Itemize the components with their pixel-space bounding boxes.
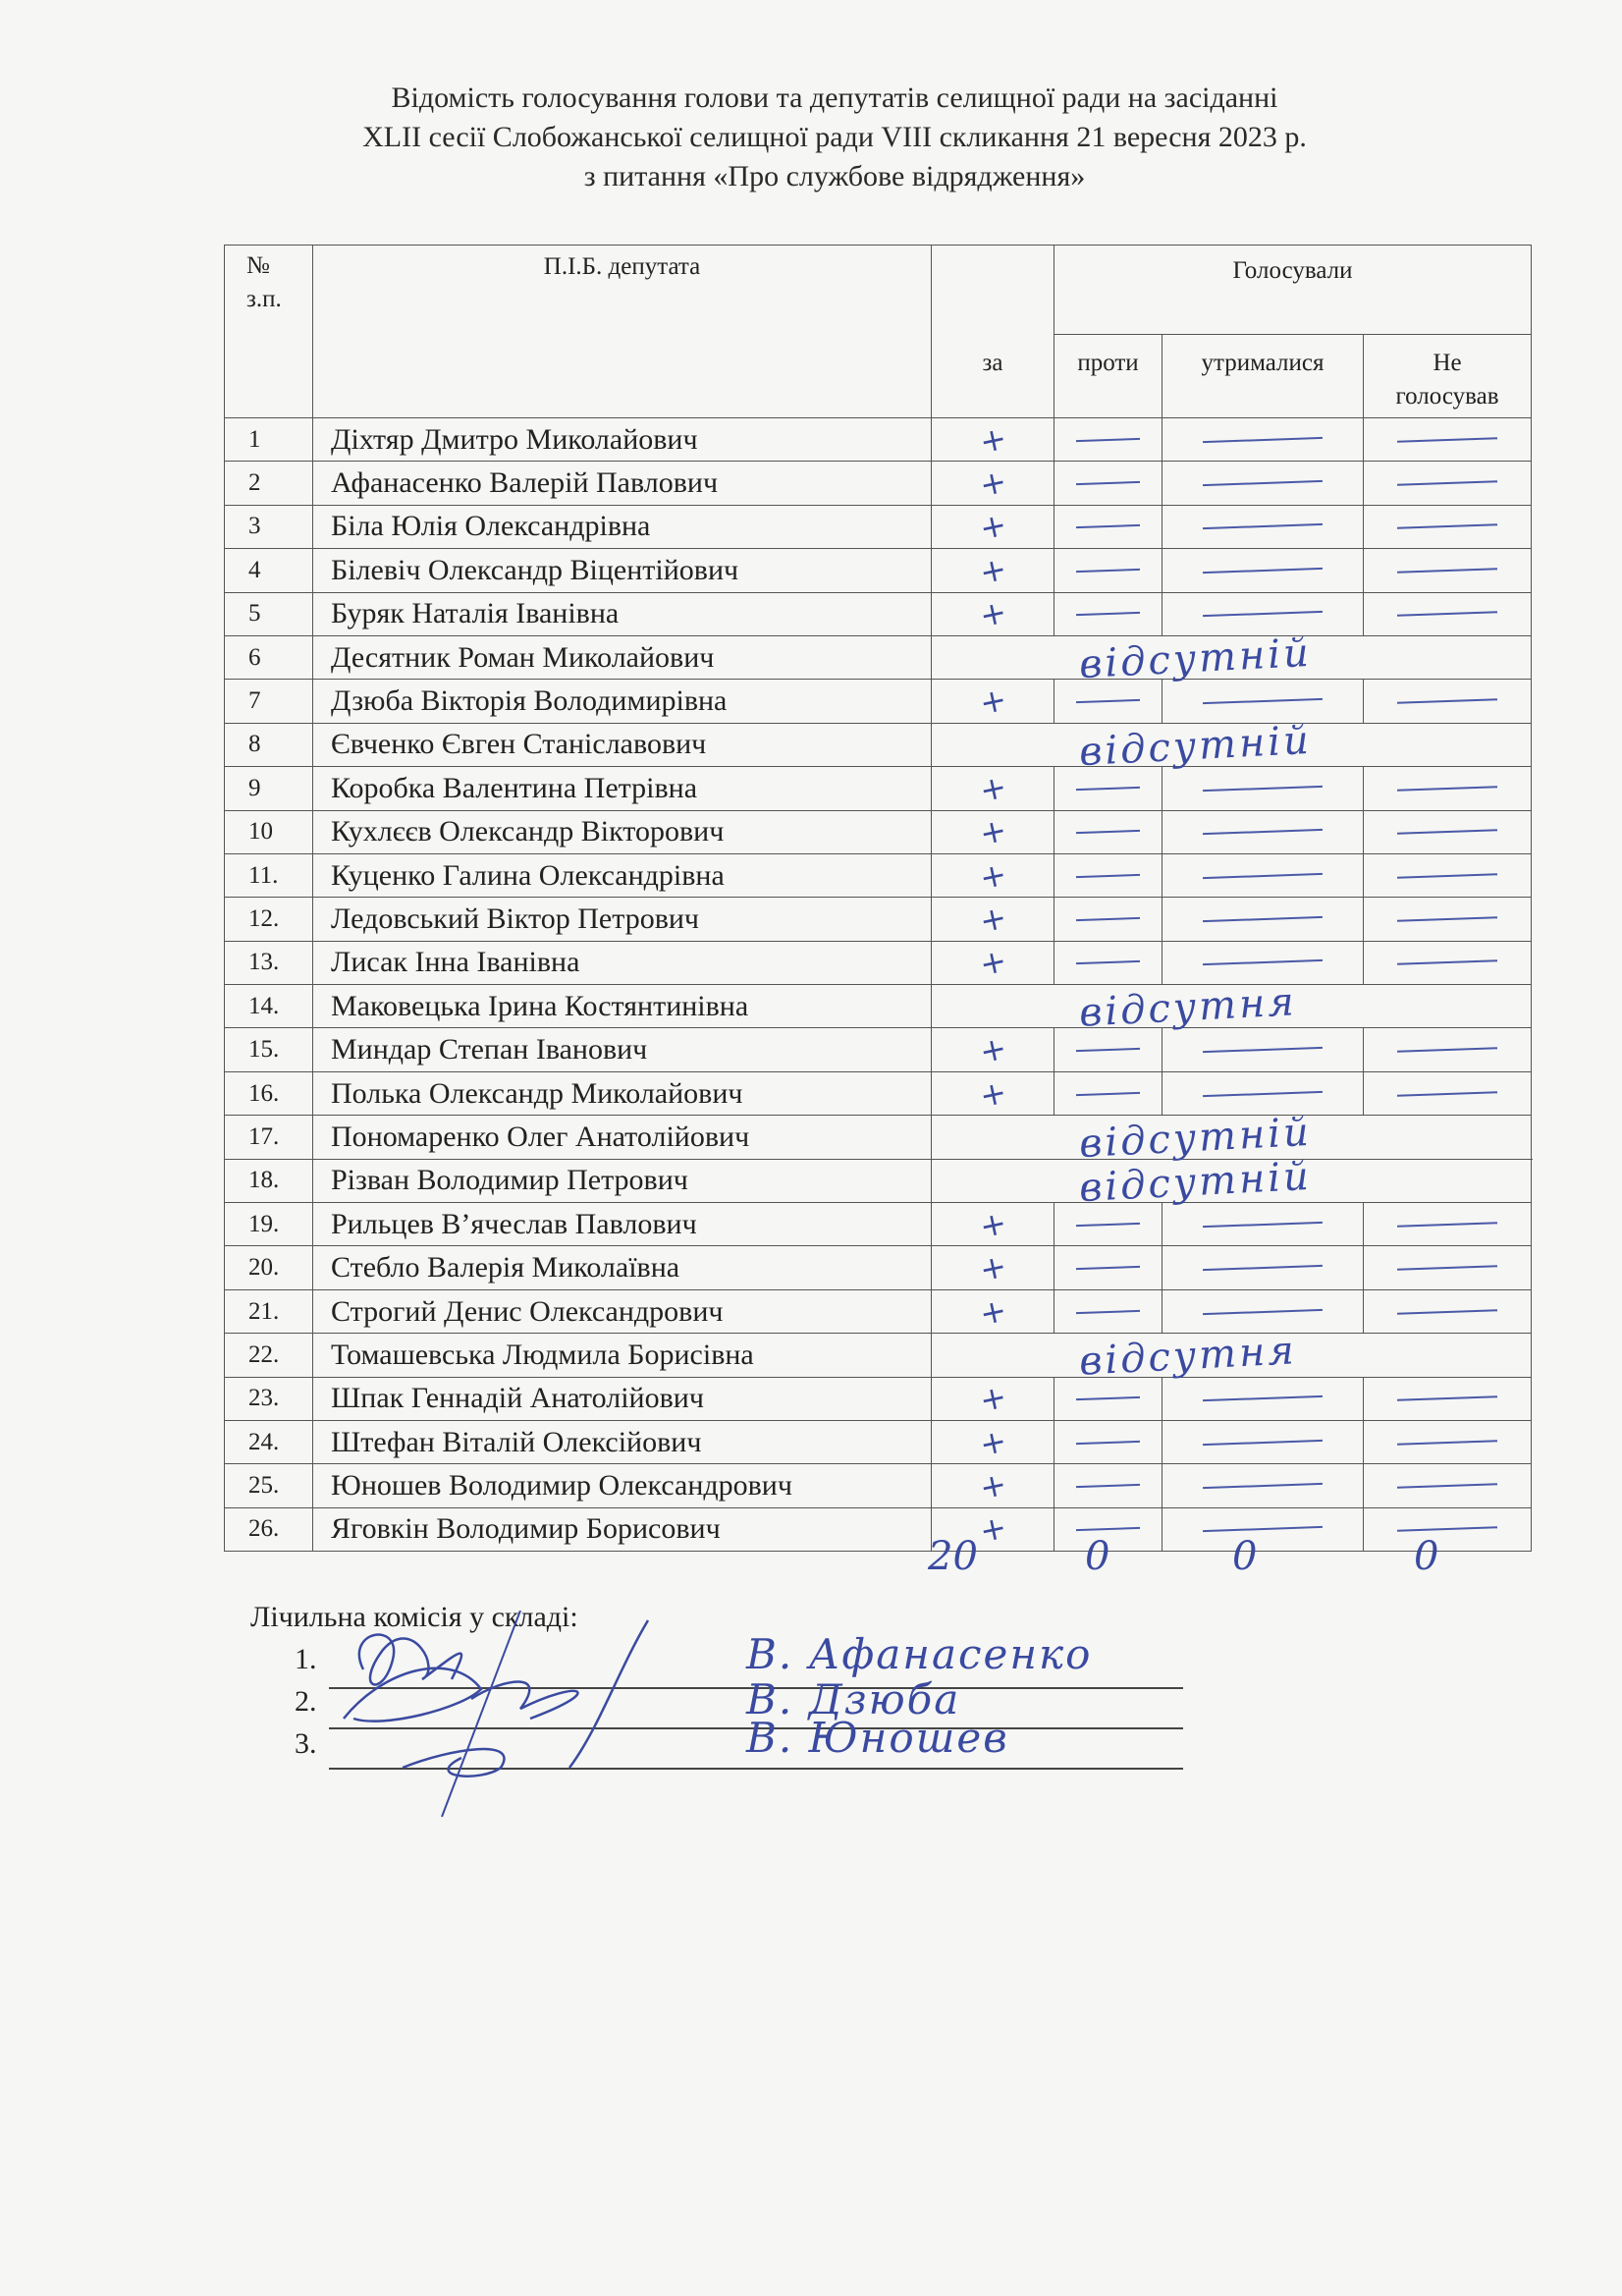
dash-mark xyxy=(1203,1222,1323,1228)
plus-mark: + xyxy=(975,680,1010,723)
dash-mark xyxy=(1203,523,1323,529)
vote-abstained xyxy=(1162,462,1364,505)
vote-abstained xyxy=(1162,898,1364,941)
vote-against xyxy=(1054,810,1162,853)
absent-cell xyxy=(932,717,1532,775)
vote-abstained xyxy=(1162,1420,1364,1463)
vote-against xyxy=(1054,680,1162,723)
absent-note: відсутня xyxy=(1077,1328,1298,1385)
plus-mark: + xyxy=(975,942,1010,984)
vote-not-voted xyxy=(1364,1289,1532,1333)
row-number: 24. xyxy=(225,1420,313,1463)
deputy-name: Десятник Роман Миколайович xyxy=(313,635,932,679)
header-name: П.І.Б. депутата xyxy=(313,246,932,418)
total-against: 0 xyxy=(1085,1534,1110,1579)
deputy-name: Миндар Степан Іванович xyxy=(313,1028,932,1071)
dash-mark xyxy=(1076,830,1140,834)
row-number: 13. xyxy=(225,941,313,984)
header-against: проти xyxy=(1054,335,1162,418)
row-number: 3 xyxy=(225,505,313,548)
row-number: 1 xyxy=(225,418,313,462)
table-row xyxy=(225,1159,1532,1202)
row-number: 14. xyxy=(225,985,313,1028)
commission-name-1: В. Афанасенко xyxy=(746,1630,1093,1678)
header-for: за xyxy=(932,335,1054,418)
dash-mark xyxy=(1203,1308,1323,1314)
dash-mark xyxy=(1076,1091,1140,1095)
table-body xyxy=(225,418,1532,1552)
vote-for xyxy=(932,810,1054,853)
vote-against xyxy=(1054,853,1162,897)
dash-mark xyxy=(1203,829,1323,835)
dash-mark xyxy=(1203,1090,1323,1096)
vote-against xyxy=(1054,1246,1162,1289)
vote-abstained xyxy=(1162,1289,1364,1333)
row-number: 15. xyxy=(225,1028,313,1071)
table-row xyxy=(225,505,1532,548)
vote-for xyxy=(932,549,1054,592)
plus-mark: + xyxy=(975,854,1010,897)
vote-abstained xyxy=(1162,1246,1364,1289)
table-row xyxy=(225,1420,1532,1463)
deputy-name: Куценко Галина Олександрівна xyxy=(313,853,932,897)
vote-abstained xyxy=(1162,592,1364,635)
vote-not-voted xyxy=(1364,767,1532,810)
dash-mark xyxy=(1076,481,1140,485)
commission-label: Лічильна комісія у складі: xyxy=(250,1601,578,1633)
vote-abstained xyxy=(1162,853,1364,897)
dash-mark xyxy=(1397,1309,1497,1315)
vote-abstained xyxy=(1162,1377,1364,1420)
dash-mark xyxy=(1203,1395,1323,1401)
deputy-name: Євченко Євген Станіславович xyxy=(313,723,932,766)
row-number: 23. xyxy=(225,1377,313,1420)
vote-against xyxy=(1054,1420,1162,1463)
deputy-name: Юношев Володимир Олександрович xyxy=(313,1464,932,1507)
vote-not-voted xyxy=(1364,1071,1532,1115)
vote-abstained xyxy=(1162,549,1364,592)
dash-mark xyxy=(1076,1266,1140,1270)
total-for: 20 xyxy=(928,1534,978,1579)
plus-mark: + xyxy=(975,767,1010,810)
row-number: 2 xyxy=(225,462,313,505)
row-number: 16. xyxy=(225,1071,313,1115)
dash-mark xyxy=(1397,480,1497,486)
dash-mark xyxy=(1076,1048,1140,1052)
absent-note: відсутній xyxy=(1077,1153,1313,1211)
dash-mark xyxy=(1203,480,1323,486)
dash-mark xyxy=(1203,1265,1323,1271)
table-row xyxy=(225,1507,1532,1551)
total-not-voted: 0 xyxy=(1414,1534,1439,1579)
dash-mark xyxy=(1203,786,1323,792)
title-line-2: XLII сесії Слобожанської селищної ради VIII скликання 21 вересня 2023 р. xyxy=(362,121,1307,153)
table-row xyxy=(225,549,1532,592)
dash-mark xyxy=(1397,1440,1497,1446)
table-row xyxy=(225,1377,1532,1420)
vote-not-voted xyxy=(1364,1420,1532,1463)
vote-abstained xyxy=(1162,941,1364,984)
vote-for xyxy=(932,1464,1054,1507)
deputy-name: Яговкін Володимир Борисович xyxy=(313,1507,932,1551)
table-row xyxy=(225,592,1532,635)
plus-mark: + xyxy=(975,506,1010,548)
dash-mark xyxy=(1076,1309,1140,1313)
row-number: 11. xyxy=(225,853,313,897)
vote-not-voted xyxy=(1364,1507,1532,1551)
plus-mark: + xyxy=(975,549,1010,592)
row-number: 5 xyxy=(225,592,313,635)
absent-note: відсутній xyxy=(1077,1110,1313,1168)
dash-mark xyxy=(1076,1223,1140,1227)
row-number: 22. xyxy=(225,1334,313,1377)
vote-not-voted xyxy=(1364,462,1532,505)
vote-abstained xyxy=(1162,1028,1364,1071)
dash-mark xyxy=(1076,873,1140,877)
vote-abstained xyxy=(1162,1464,1364,1507)
vote-for xyxy=(932,767,1054,810)
vote-for xyxy=(932,505,1054,548)
commission-name-2: В. Дзюба xyxy=(746,1675,961,1723)
dash-mark xyxy=(1076,1527,1140,1531)
dash-mark xyxy=(1397,829,1497,835)
row-number: 10 xyxy=(225,810,313,853)
vote-not-voted xyxy=(1364,505,1532,548)
commission-name-3: В. Юношев xyxy=(746,1714,1009,1762)
table-row xyxy=(225,985,1532,1028)
dash-mark xyxy=(1203,568,1323,574)
plus-mark: + xyxy=(975,1246,1010,1289)
dash-mark xyxy=(1397,524,1497,530)
deputy-name: Діхтяр Дмитро Миколайович xyxy=(313,418,932,462)
deputy-name: Пономаренко Олег Анатолійович xyxy=(313,1116,932,1159)
dash-mark xyxy=(1397,568,1497,574)
table-row xyxy=(225,1028,1532,1071)
dash-mark xyxy=(1397,698,1497,704)
absent-cell xyxy=(932,1328,1532,1385)
dash-mark xyxy=(1397,960,1497,966)
row-number: 17. xyxy=(225,1116,313,1159)
absent-cell xyxy=(932,1153,1532,1211)
vote-not-voted xyxy=(1364,810,1532,853)
title-line-1: Відомість голосування голови та депутатів селищної ради на засіданні xyxy=(391,82,1278,114)
deputy-name: Полька Олександр Миколайович xyxy=(313,1071,932,1115)
table-row xyxy=(225,1464,1532,1507)
table-row xyxy=(225,723,1532,766)
vote-not-voted xyxy=(1364,1464,1532,1507)
table-row xyxy=(225,635,1532,679)
vote-not-voted xyxy=(1364,592,1532,635)
table-row xyxy=(225,1289,1532,1333)
vote-for xyxy=(932,941,1054,984)
plus-mark: + xyxy=(975,592,1010,635)
plus-mark: + xyxy=(975,1421,1010,1464)
vote-for xyxy=(932,1289,1054,1333)
dash-mark xyxy=(1397,1483,1497,1489)
vote-for xyxy=(932,1420,1054,1463)
dash-mark xyxy=(1076,524,1140,528)
deputy-name: Білевіч Олександр Віцентійович xyxy=(313,549,932,592)
absent-cell xyxy=(932,629,1532,688)
table-row xyxy=(225,898,1532,941)
dash-mark xyxy=(1397,873,1497,879)
deputy-name: Коробка Валентина Петрівна xyxy=(313,767,932,810)
vote-abstained xyxy=(1162,1071,1364,1115)
absent-note: відсутній xyxy=(1077,717,1313,775)
vote-for xyxy=(932,853,1054,897)
row-number: 25. xyxy=(225,1464,313,1507)
deputy-name: Афанасенко Валерій Павлович xyxy=(313,462,932,505)
row-number: 18. xyxy=(225,1159,313,1202)
table-row xyxy=(225,810,1532,853)
dash-mark xyxy=(1203,611,1323,617)
vote-against xyxy=(1054,1289,1162,1333)
total-abstained: 0 xyxy=(1232,1534,1258,1579)
absent-note: відсутній xyxy=(1077,629,1313,688)
row-number: 6 xyxy=(225,635,313,679)
deputy-name: Ледовський Віктор Петрович xyxy=(313,898,932,941)
dash-mark xyxy=(1203,916,1323,922)
dash-mark xyxy=(1076,917,1140,921)
dash-mark xyxy=(1203,1047,1323,1053)
vote-against xyxy=(1054,1028,1162,1071)
dash-mark xyxy=(1397,1396,1497,1402)
table-row xyxy=(225,941,1532,984)
dash-mark xyxy=(1076,787,1140,791)
voting-table xyxy=(224,245,1532,1552)
absent-cell xyxy=(932,1110,1532,1168)
vote-abstained xyxy=(1162,1507,1364,1551)
row-number: 9 xyxy=(225,767,313,810)
plus-mark: + xyxy=(975,1028,1010,1071)
vote-abstained xyxy=(1162,1203,1364,1246)
deputy-name: Маковецька Ірина Костянтинівна xyxy=(313,985,932,1028)
vote-for xyxy=(932,680,1054,723)
vote-for xyxy=(932,418,1054,462)
vote-against xyxy=(1054,1464,1162,1507)
vote-not-voted xyxy=(1364,549,1532,592)
dash-mark xyxy=(1397,1222,1497,1228)
deputy-name: Різван Володимир Петрович xyxy=(313,1159,932,1202)
vote-abstained xyxy=(1162,680,1364,723)
row-number: 26. xyxy=(225,1507,313,1551)
deputy-name: Біла Юлія Олександрівна xyxy=(313,505,932,548)
signature-scribbles xyxy=(324,1611,736,1827)
commission-num-1: 1. xyxy=(295,1643,317,1675)
plus-mark: + xyxy=(975,418,1010,462)
vote-abstained xyxy=(1162,418,1364,462)
vote-not-voted xyxy=(1364,1028,1532,1071)
dash-mark xyxy=(1203,872,1323,878)
dash-mark xyxy=(1076,699,1140,703)
vote-against xyxy=(1054,462,1162,505)
table-row xyxy=(225,1334,1532,1377)
dash-mark xyxy=(1076,1396,1140,1400)
dash-mark xyxy=(1397,1047,1497,1053)
plus-mark: + xyxy=(975,462,1010,505)
table-row xyxy=(225,1203,1532,1246)
vote-not-voted xyxy=(1364,1377,1532,1420)
vote-not-voted xyxy=(1364,853,1532,897)
dash-mark xyxy=(1397,1265,1497,1271)
deputy-name: Строгий Денис Олександрович xyxy=(313,1289,932,1333)
dash-mark xyxy=(1076,438,1140,442)
deputy-name: Лисак Інна Іванівна xyxy=(313,941,932,984)
title-line-3: з питання «Про службове відрядження» xyxy=(583,160,1086,192)
vote-not-voted xyxy=(1364,1246,1532,1289)
dash-mark xyxy=(1203,437,1323,443)
table-row xyxy=(225,1246,1532,1289)
dash-mark xyxy=(1203,1483,1323,1489)
table-row xyxy=(225,462,1532,505)
row-number: 8 xyxy=(225,723,313,766)
vote-against xyxy=(1054,549,1162,592)
header-blank xyxy=(932,246,1054,335)
deputy-name: Стебло Валерія Миколаївна xyxy=(313,1246,932,1289)
vote-against xyxy=(1054,767,1162,810)
absent-note: відсутня xyxy=(1077,979,1298,1036)
vote-for xyxy=(932,462,1054,505)
vote-not-voted xyxy=(1364,941,1532,984)
vote-abstained xyxy=(1162,810,1364,853)
vote-for xyxy=(932,898,1054,941)
dash-mark xyxy=(1203,1440,1323,1446)
commission-num-2: 2. xyxy=(295,1685,317,1718)
header-voted: Голосували xyxy=(1054,246,1532,335)
vote-for xyxy=(932,592,1054,635)
plus-mark: + xyxy=(975,1377,1010,1420)
deputy-name: Штефан Віталій Олексійович xyxy=(313,1420,932,1463)
dash-mark xyxy=(1203,959,1323,965)
absent-cell xyxy=(932,979,1532,1036)
vote-against xyxy=(1054,1203,1162,1246)
header-not-voted: Не голосував xyxy=(1364,335,1532,418)
vote-for xyxy=(932,1028,1054,1071)
plus-mark: + xyxy=(975,1508,1010,1551)
plus-mark: + xyxy=(975,898,1010,941)
vote-abstained xyxy=(1162,505,1364,548)
row-number: 19. xyxy=(225,1203,313,1246)
dash-mark xyxy=(1397,916,1497,922)
vote-against xyxy=(1054,898,1162,941)
plus-mark: + xyxy=(975,1203,1010,1246)
table-row xyxy=(225,418,1532,462)
deputy-name: Рильцев В’ячеслав Павлович xyxy=(313,1203,932,1246)
vote-against xyxy=(1054,1377,1162,1420)
dash-mark xyxy=(1397,611,1497,617)
vote-not-voted xyxy=(1364,680,1532,723)
table-row xyxy=(225,1071,1532,1115)
dash-mark xyxy=(1397,437,1497,443)
dash-mark xyxy=(1397,1527,1497,1533)
deputy-name: Дзюба Вікторія Володимирівна xyxy=(313,680,932,723)
vote-against xyxy=(1054,418,1162,462)
dash-mark xyxy=(1076,1441,1140,1445)
vote-for xyxy=(932,1071,1054,1115)
vote-against xyxy=(1054,941,1162,984)
row-number: 7 xyxy=(225,680,313,723)
vote-not-voted xyxy=(1364,1203,1532,1246)
dash-mark xyxy=(1397,1091,1497,1097)
deputy-name: Томашевська Людмила Борисівна xyxy=(313,1334,932,1377)
row-number: 20. xyxy=(225,1246,313,1289)
plus-mark: + xyxy=(975,1072,1010,1115)
vote-for xyxy=(932,1377,1054,1420)
dash-mark xyxy=(1076,960,1140,964)
table-row xyxy=(225,767,1532,810)
row-number: 4 xyxy=(225,549,313,592)
vote-abstained xyxy=(1162,767,1364,810)
plus-mark: + xyxy=(975,1464,1010,1507)
plus-mark: + xyxy=(975,810,1010,853)
vote-not-voted xyxy=(1364,898,1532,941)
deputy-name: Кухлєєв Олександр Вікторович xyxy=(313,810,932,853)
vote-against xyxy=(1054,505,1162,548)
row-number: 21. xyxy=(225,1289,313,1333)
dash-mark xyxy=(1076,1484,1140,1488)
header-number: № з.п. xyxy=(225,246,313,418)
table-row xyxy=(225,1116,1532,1159)
dash-mark xyxy=(1076,612,1140,616)
dash-mark xyxy=(1397,786,1497,792)
header-abstained: утрималися xyxy=(1162,335,1364,418)
dash-mark xyxy=(1076,569,1140,573)
row-number: 12. xyxy=(225,898,313,941)
dash-mark xyxy=(1203,698,1323,704)
vote-for xyxy=(932,1246,1054,1289)
vote-not-voted xyxy=(1364,418,1532,462)
vote-against xyxy=(1054,592,1162,635)
vote-for xyxy=(932,1203,1054,1246)
deputy-name: Буряк Наталія Іванівна xyxy=(313,592,932,635)
dash-mark xyxy=(1203,1526,1323,1532)
deputy-name: Шпак Геннадій Анатолійович xyxy=(313,1377,932,1420)
table-row xyxy=(225,853,1532,897)
table-row xyxy=(225,680,1532,723)
vote-against xyxy=(1054,1071,1162,1115)
commission-num-3: 3. xyxy=(295,1727,317,1760)
plus-mark: + xyxy=(975,1290,1010,1333)
document-title xyxy=(196,79,1473,196)
